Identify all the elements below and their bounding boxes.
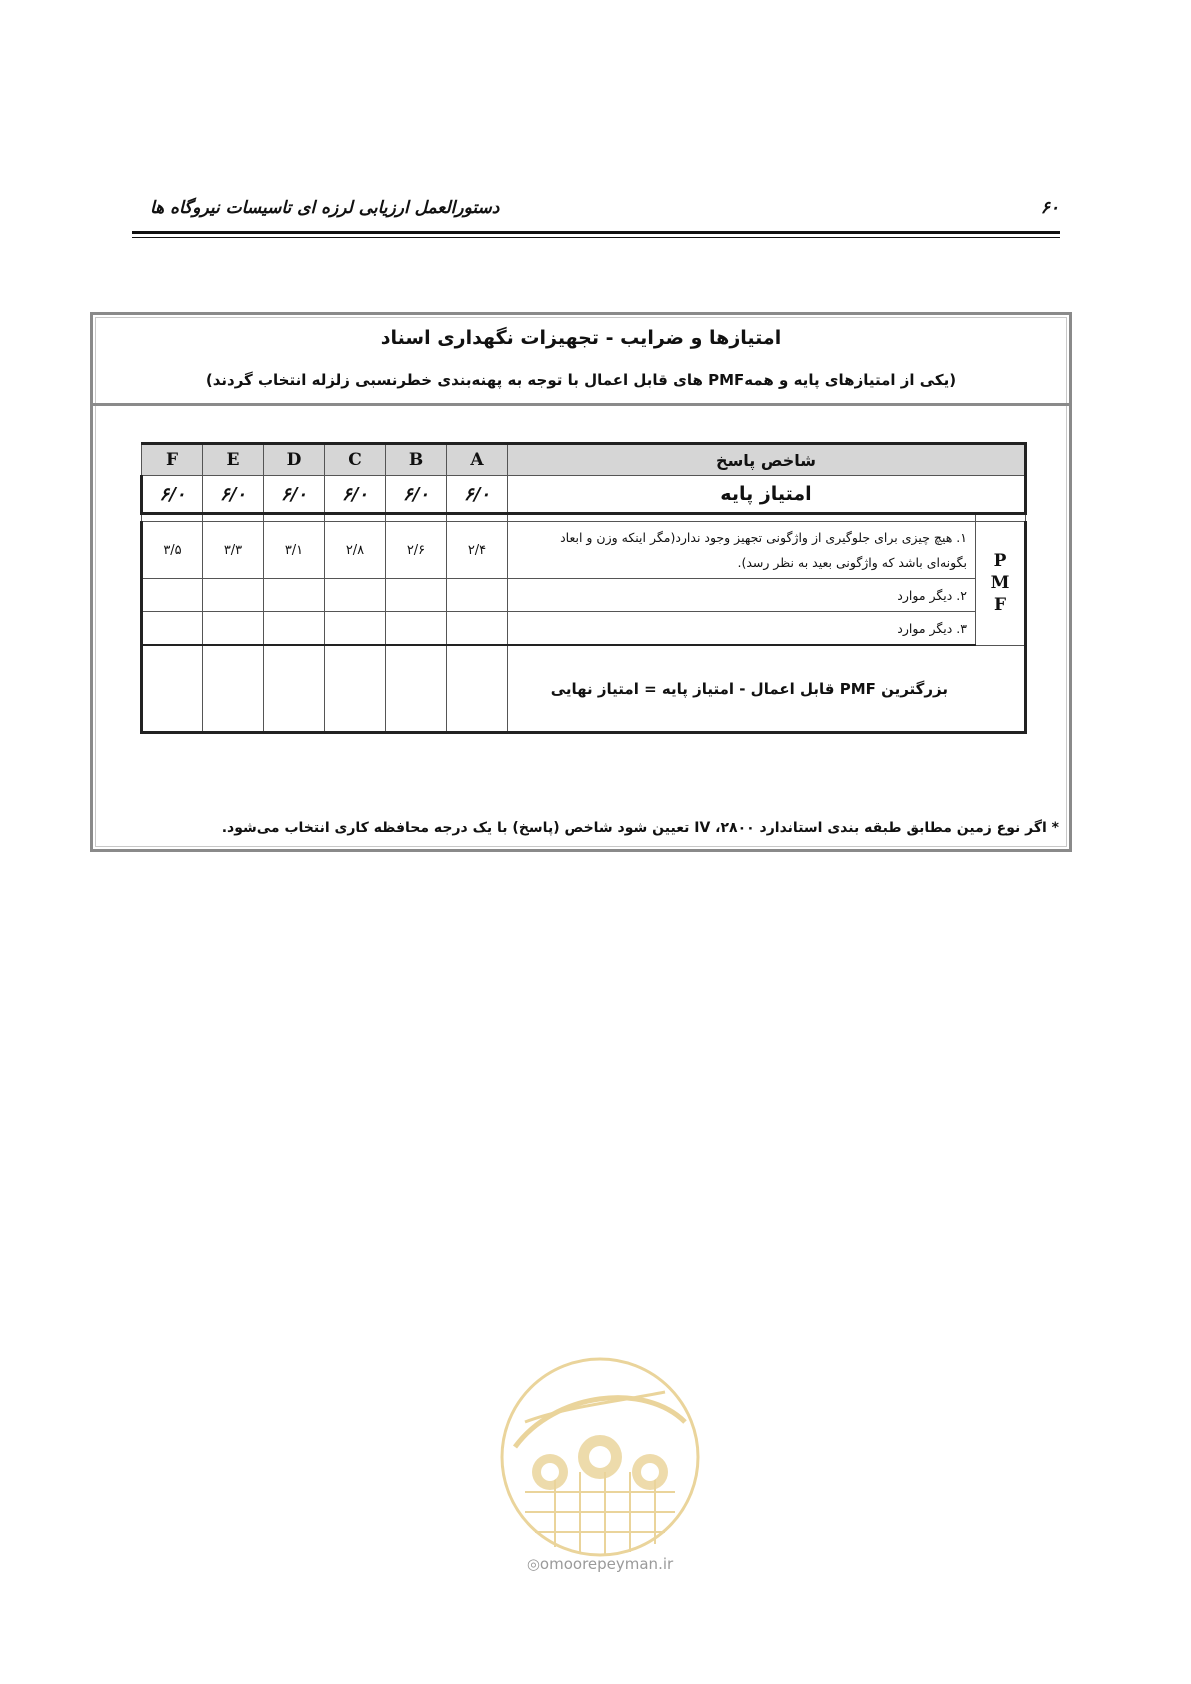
pmf-row — [142, 522, 1026, 579]
pmf-row — [142, 612, 1026, 646]
final-score-formula: بزرگترین PMF قابل اعمال - امتیاز پایه = امتیاز نهایی — [508, 645, 1026, 733]
pmf-item-text: ۳. دیگر موارد — [508, 612, 976, 646]
table-header-row — [142, 444, 1026, 476]
panel-title: امتیازها و ضرایب - تجهیزات نگهداری اسناد — [380, 327, 782, 349]
pmf-value-f — [142, 579, 203, 612]
watermark-domain: ◎omoorepeyman.ir — [526, 1555, 674, 1573]
pmf-value-f — [142, 612, 203, 646]
pmf-value-f: ۳/۵ — [142, 522, 203, 579]
pmf-row — [142, 579, 1026, 612]
table-gap-row — [142, 514, 1026, 522]
pmf-item-text: ۱. هیچ چیزی برای جلوگیری از واژگونی تجهیز وجود ندارد(مگر اینکه وزن و ابعاد بگونه‌ای باشد که واژگونی بعید به نظر رسد). — [508, 522, 976, 579]
pmf-item-text: ۲. دیگر موارد — [508, 579, 976, 612]
pmf-value-c — [325, 579, 386, 612]
pmf-letter-m: M — [990, 573, 1010, 594]
column-header-a: A — [447, 444, 508, 476]
pmf-value-b: ۲/۶ — [386, 522, 447, 579]
page-number: ۶۰ — [1040, 198, 1059, 218]
pmf-value-e: ۳/۳ — [203, 522, 264, 579]
final-value-f — [142, 645, 203, 733]
final-value-c — [325, 645, 386, 733]
pmf-value-d: ۳/۱ — [264, 522, 325, 579]
pmf-value-a: ۲/۴ — [447, 522, 508, 579]
panel-subtitle: (یکی از امتیازهای پایه و همهPMF های قابل اعمال با توجه به پهنه‌بندی خطرنسبی زلزله انتخاب گردند) — [205, 371, 957, 389]
final-value-d — [264, 645, 325, 733]
pmf-letter-f: F — [993, 595, 1007, 616]
base-score-d: ۶/۰ — [264, 476, 325, 514]
base-score-c: ۶/۰ — [325, 476, 386, 514]
omoorepeyman-logo-icon — [495, 1352, 705, 1582]
running-header-title: دستورالعمل ارزیابی لرزه ای تاسیسات نیروگاه ها — [150, 198, 500, 218]
pmf-value-e — [203, 612, 264, 646]
column-header-d: D — [264, 444, 325, 476]
column-header-b: B — [386, 444, 447, 476]
column-header-c: C — [325, 444, 386, 476]
pmf-value-c: ۲/۸ — [325, 522, 386, 579]
globe-icon: ◎ — [526, 1555, 540, 1573]
column-header-f: F — [142, 444, 203, 476]
pmf-value-a — [447, 579, 508, 612]
base-score-e: ۶/۰ — [203, 476, 264, 514]
footnote: * اگر نوع زمین مطابق طبقه بندی استاندارد ۲۸۰۰، IV تعیین شود شاخص (پاسخ) با یک درجه محافظه کاری انتخاب می‌شود. — [221, 820, 1059, 836]
pmf-value-b — [386, 612, 447, 646]
column-header-e: E — [203, 444, 264, 476]
response-index-header: شاخص پاسخ — [508, 444, 1026, 476]
score-table — [140, 442, 1027, 734]
pmf-value-b — [386, 579, 447, 612]
pmf-value-a — [447, 612, 508, 646]
base-score-a: ۶/۰ — [447, 476, 508, 514]
base-score-row — [142, 476, 1026, 514]
header-rule-thin — [132, 237, 1060, 238]
base-score-label: امتیاز پایه — [508, 476, 1026, 514]
final-value-b — [386, 645, 447, 733]
final-value-e — [203, 645, 264, 733]
base-score-f: ۶/۰ — [142, 476, 203, 514]
pmf-label — [976, 522, 1026, 646]
final-score-row — [142, 645, 1026, 733]
pmf-value-c — [325, 612, 386, 646]
pmf-letter-p: P — [993, 551, 1007, 572]
panel-header — [93, 315, 1069, 406]
base-score-b: ۶/۰ — [386, 476, 447, 514]
final-value-a — [447, 645, 508, 733]
pmf-value-d — [264, 579, 325, 612]
pmf-value-d — [264, 612, 325, 646]
pmf-value-e — [203, 579, 264, 612]
header-rule-thick — [132, 231, 1060, 234]
